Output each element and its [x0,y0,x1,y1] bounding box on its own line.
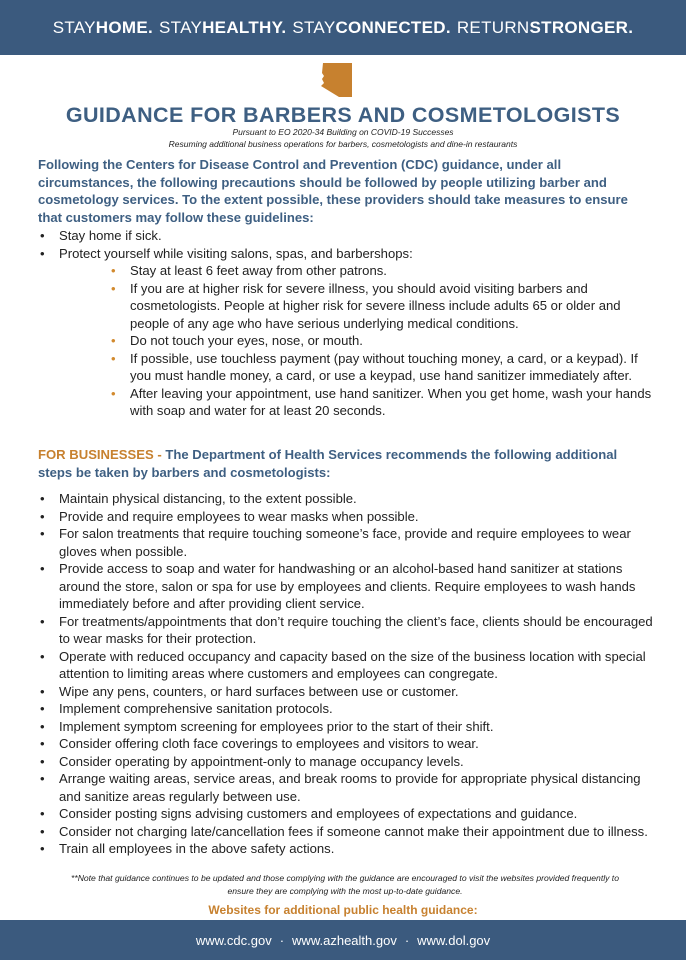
banner-word-bold: STRONGER. [529,17,634,37]
sub-list-item: • After leaving your appointment, use hand sanitizer. When you get home, wash your hands with soap and water for at least 20 seconds. [111,385,654,420]
sub-list-item: • If you are at higher risk for severe illness, you should avoid visiting barbers and cosmetologists. People at higher risk for severe illness include adults 65 or older and people of any age who have serious underlying medical conditions. [111,280,654,333]
subtitle-resuming: Resuming additional business operations for barbers, cosmetologists and dine-in restaurants [168,139,518,149]
business-steps-list [38,490,654,858]
business-label: FOR BUSINESSES - [38,447,162,462]
link-cdc[interactable]: www.cdc.gov [195,932,272,948]
list-item: • Consider operating by appointment-only to manage occupancy levels. [38,753,654,771]
page-title: GUIDANCE FOR BARBERS AND COSMETOLOGISTS [65,103,621,127]
list-item: • Maintain physical distancing, to the extent possible. [38,490,654,508]
list-item: • Operate with reduced occupancy and capacity based on the size of the business location with special attention to limiting areas where customers and employees can congregate. [38,648,654,683]
list-item: • Provide and require employees to wear masks when possible. [38,508,654,526]
arizona-state-outline-icon [318,61,354,99]
subtitle-order: Pursuant to EO 2020-34 Building on COVID-19 Successes [232,127,454,137]
footer-bar [0,920,686,960]
business-heading-text: The Department of Health Services recommends the following additional steps be taken by barbers and cosmetologists: [38,447,618,480]
banner-word: RETURN [456,17,530,37]
update-note: **Note that guidance continues to be updated and those complying with the guidance are encouraged to visit the websites provided frequently to ensure they are complying with the most up-to-date guidance. [71,873,619,896]
link-azhealth[interactable]: www.azhealth.gov [292,932,397,948]
banner-word-bold: HEALTHY. [202,17,287,37]
banner-word-bold: HOME. [95,17,154,37]
banner-word: STAY [159,17,203,37]
list-item [38,245,654,420]
banner-word: STAY [292,17,336,37]
sub-list-item: • If possible, use touchless payment (pay without touching money, a card, or a keypad). If you must handle money, a card, or use a keypad, use hand sanitizer immediately after. [111,350,654,385]
list-item: • Consider not charging late/cancellation fees if someone cannot make their appointment due to illness. [38,823,654,841]
list-item: • Implement comprehensive sanitation protocols. [38,700,654,718]
sub-list-item: • Do not touch your eyes, nose, or mouth. [111,332,654,350]
link-separator: · [279,932,285,948]
list-item: • Consider posting signs advising customers and employees of expectations and guidance. [38,805,654,823]
link-separator: · [404,932,410,948]
list-item: • Train all employees in the above safety actions. [38,840,654,858]
list-item: • Arrange waiting areas, service areas, and break rooms to provide for appropriate physical distancing and sanitize areas regularly between use. [38,770,654,805]
sub-list-item: • Stay at least 6 feet away from other patrons. [111,262,654,280]
list-item: • Consider offering cloth face coverings to employees and visitors to wear. [38,735,654,753]
banner-word: STAY [52,17,96,37]
business-heading [38,446,638,481]
banner-word-bold: CONNECTED. [335,17,451,37]
list-item: • Wipe any pens, counters, or hard surfaces between use or customer. [38,683,654,701]
list-item: • Implement symptom screening for employees prior to the start of their shift. [38,718,654,736]
list-item: • For salon treatments that require touching someone’s face, provide and require employees to wear gloves when possible. [38,525,654,560]
list-item-text: Protect yourself while visiting salons, spas, and barbershops: [59,245,413,261]
intro-paragraph: Following the Centers for Disease Control and Prevention (CDC) guidance, under all circumstances, the following precautions should be followed by people utilizing barber and cosmetology services. To the extent possible, these providers should take measures to ensure that customers may follow these guidelines: [38,157,628,225]
customer-guidance-list [38,227,654,420]
link-dol[interactable]: www.dol.gov [417,932,491,948]
top-banner [0,0,686,55]
list-item: • Stay home if sick. [38,227,654,245]
visit-precautions-list [59,262,654,420]
websites-heading: Websites for additional public health guidance: [208,903,478,917]
list-item: • For treatments/appointments that don’t require touching the client’s face, clients should be encouraged to wear masks for their protection. [38,613,654,648]
list-item: • Provide access to soap and water for handwashing or an alcohol-based hand sanitizer at stations around the store, salon or spa for use by employees and clients. Require employees to wash hands immediately before and after providing client service. [38,560,654,613]
